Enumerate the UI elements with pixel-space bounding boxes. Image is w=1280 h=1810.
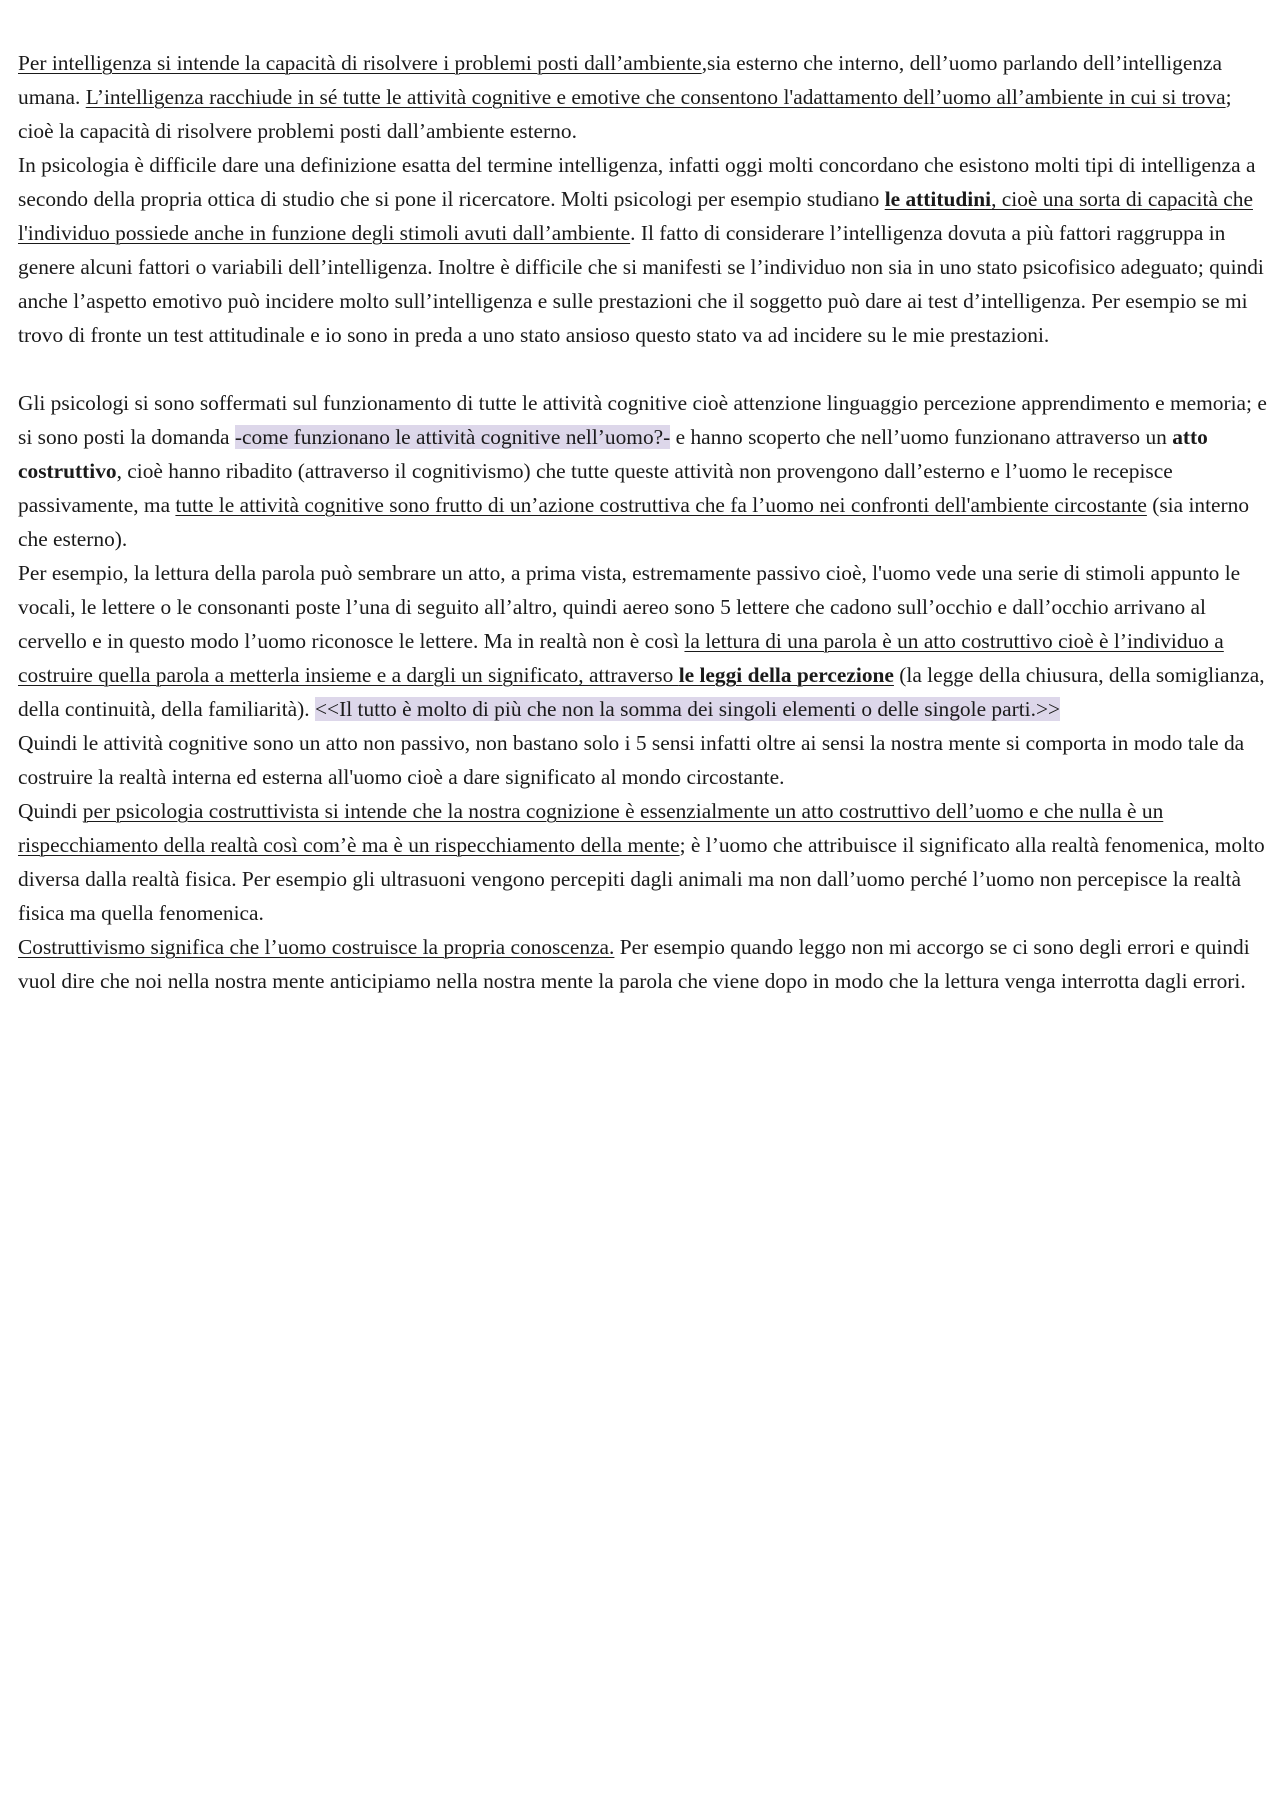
text-span: , cioè una sorta di capacità che l'individuo possiede anche in funzione degli stimoli avuti dall’ambiente — [18, 187, 1253, 245]
document-body — [18, 46, 1268, 998]
key-term-leggi-percezione: le leggi della percezione — [678, 663, 894, 687]
text-span: . Il fatto di considerare l’intelligenza dovuta a più fattori raggruppa in genere alcuni fattori o variabili dell’intelligenza. Inoltre è difficile che si manifesti se l’individuo non sia in uno stato psicofisico adeguato; quindi anche l’aspetto emotivo può incidere molto sull’intelligenza e sulle prestazioni che il soggetto può dare ai test d’intelligenza. Per esempio se mi trovo di fronte un test attitudinale e io sono in preda a uno stato ansioso questo stato va ad incidere su le mie prestazioni. — [18, 221, 1264, 347]
text-span: e hanno scoperto che nell’uomo funzionano attraverso un — [670, 425, 1173, 449]
text-span: ; cioè la capacità di risolvere problemi posti dall’ambiente esterno. — [18, 85, 1232, 143]
text-span: (la legge della chiusura, della somiglianza, della continuità, della familiarità). — [18, 663, 1265, 721]
text-span: ; è l’uomo che attribuisce il significato alla realtà fenomenica, molto diversa dalla realtà fisica. Per esempio gli ultrasuoni vengono percepiti dagli animali ma non dall’uomo perché l’uomo non percepisce la realtà fisica ma quella fenomenica. — [18, 833, 1265, 925]
text-span: Per esempio quando leggo non mi accorgo se ci sono degli errori e quindi vuol dire che noi nella nostra mente anticipiamo nella nostra mente la parola che viene dopo in modo che la lettura venga interrotta dagli errori. — [18, 935, 1250, 993]
text-span: Costruttivismo significa che l’uomo costruisce la propria conoscenza. — [18, 935, 615, 959]
paragraph-intelligenza-definizione — [18, 46, 1268, 148]
paragraph-lettura-parola — [18, 556, 1268, 726]
text-span: In psicologia è difficile dare una definizione esatta del termine intelligenza, infatti oggi molti concordano che esistono molti tipi di intelligenza a secondo della propria ottica di studio che si pone il ricercatore. Molti psicologi per esempio studiano — [18, 153, 1256, 211]
text-span: la lettura di una parola è un atto costruttivo cioè è l’individuo a costruire quella parola a metterla insieme e a dargli un significato, attraverso — [18, 629, 1224, 687]
text-span: , cioè hanno ribadito (attraverso il cognitivismo) che tutte queste attività non provengono dall’esterno e l’uomo le recepisce passivamente, ma — [18, 459, 1173, 517]
text-span: L’intelligenza racchiude in sé tutte le attività cognitive e emotive che consentono l'adattamento dell’uomo all’ambiente in cui si trova — [85, 85, 1226, 109]
paragraph-atto-non-passivo — [18, 726, 1268, 794]
key-term-attitudini: le attitudini — [884, 187, 992, 211]
paragraph-attivita-cognitive — [18, 386, 1268, 556]
text-span: (sia interno che esterno). — [18, 493, 1250, 551]
paragraph-spacer — [18, 352, 1268, 386]
text-span: ,sia esterno che interno, dell’uomo parlando dell’intelligenza umana. — [18, 51, 1223, 109]
paragraph-costruttivismo — [18, 930, 1268, 998]
text-span: per psicologia costruttivista si intende che la nostra cognizione è essenzialmente un atto costruttivo dell’uomo e che nulla è un rispecchiamento della realtà così com’è ma è un rispecchiamento della mente — [18, 799, 1164, 857]
highlighted-quote: <<Il tutto è molto di più che non la somma dei singoli elementi o delle singole parti.>> — [314, 697, 1061, 721]
text-span: Quindi le attività cognitive sono un atto non passivo, non bastano solo i 5 sensi infatti oltre ai sensi la nostra mente si comporta in modo tale da costruire la realtà interna ed esterna all'uomo cioè a dare significato al mondo circostante. — [18, 731, 1245, 789]
highlighted-question: -come funzionano le attività cognitive nell’uomo?- — [234, 425, 671, 449]
paragraph-psicologia-attitudini — [18, 148, 1268, 352]
text-span: tutte le attività cognitive sono frutto di un’azione costruttiva che fa l’uomo nei confronti dell'ambiente circostante — [175, 493, 1147, 517]
text-span: Quindi — [18, 799, 83, 823]
key-term-atto-costruttivo: atto costruttivo — [18, 425, 1208, 483]
paragraph-psicologia-costruttivista — [18, 794, 1268, 930]
text-span: Gli psicologi si sono soffermati sul funzionamento di tutte le attività cognitive cioè attenzione linguaggio percezione apprendimento e memoria; e si sono posti la domanda — [18, 391, 1267, 449]
text-span: Per esempio, la lettura della parola può sembrare un atto, a prima vista, estremamente passivo cioè, l'uomo vede una serie di stimoli appunto le vocali, le lettere o le consonanti poste l’una di seguito all’altro, quindi aereo sono 5 lettere che cadono sull’occhio e dall’occhio arrivano al cervello e in questo modo l’uomo riconosce le lettere. Ma in realtà non è così — [18, 561, 1241, 653]
text-span: Per intelligenza si intende la capacità di risolvere i problemi posti dall’ambiente — [18, 51, 702, 75]
